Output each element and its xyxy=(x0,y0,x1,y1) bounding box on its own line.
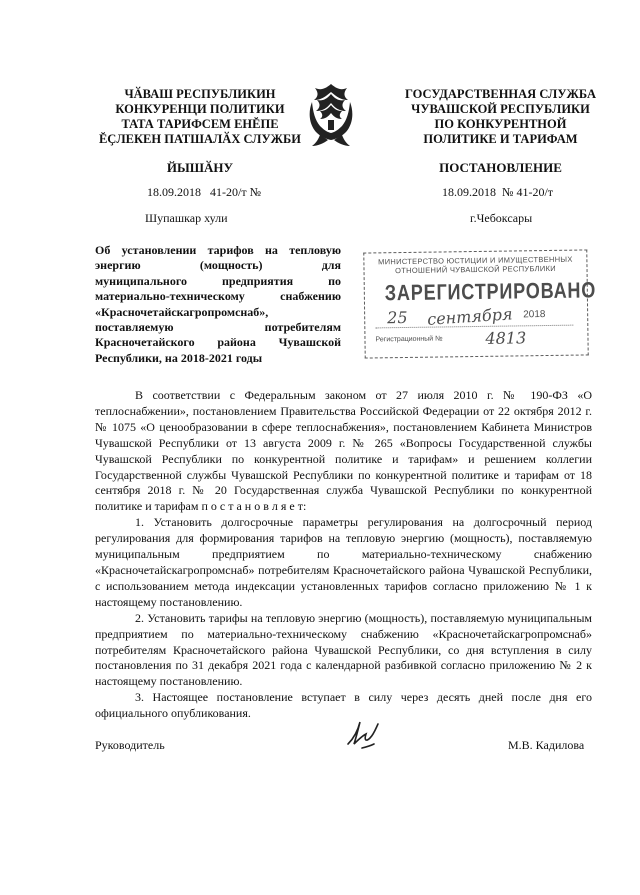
subject-line: «Красночетайскагропромснаб», xyxy=(95,304,269,319)
registration-stamp xyxy=(363,249,597,358)
stamp-reg-label: Регистрационный № xyxy=(375,335,443,344)
header-left-line: ĔҪЛЕКЕН ПАТШАЛӐХ СЛУЖБИ xyxy=(98,132,302,146)
stamp-reg-number: 4813 xyxy=(485,328,527,348)
header-right-line: ЧУВАШСКОЙ РЕСПУБЛИКИ xyxy=(411,102,590,116)
body-paragraph: 1. Установить долгосрочные параметры регулирования на долгосрочный период регулирования для формирования тарифов на тепловую энергию (мощность), поставляемую муниципальным предприятием по материально-техническому снабжению «Красночетайскагропромснаб» потребителям Красночетайского района Чувашской Республики, с использованием метода индексации установленных тарифов согласно приложению № 1 к настоящему постановлению. xyxy=(95,515,592,609)
doc-type-chuvash: ЙЫШӐНУ xyxy=(166,160,234,175)
document-subject xyxy=(95,243,341,366)
subject-line: Республики, на 2018-2021 годы xyxy=(95,350,263,365)
stamp-date-row xyxy=(375,305,573,329)
stamp-ministry-line: МИНИСТЕРСТВО ЮСТИЦИИ И ИМУЩЕСТВЕННЫХ xyxy=(378,254,573,267)
stamp-title: ЗАРЕГИСТРИРОВАНО xyxy=(384,277,597,306)
body-paragraph: 2. Установить тарифы на тепловую энергию (мощность), поставляемую муниципальным предприятием по материально-техническому снабжению «Красночетайскагропромснаб» потребителям Красночетайского района Чувашской Республики, со дня вступления в силу постановления по 31 декабря 2021 года с календарной разбивкой согласно приложению № 2 к настоящему постановлению. xyxy=(95,610,592,689)
subject-line: Об установлении тарифов на тепловую xyxy=(95,243,341,257)
header-right-line: ГОСУДАРСТВЕННАЯ СЛУЖБА xyxy=(404,87,597,101)
header-left-line: ЧӐВАШ РЕСПУБЛИКИН xyxy=(124,87,276,101)
number-left-value: 41-20/т № xyxy=(210,185,262,199)
header-left-line: КОНКУРЕНЦИ ПОЛИТИКИ xyxy=(115,102,285,116)
header-left xyxy=(95,87,305,147)
stamp-day: 25 xyxy=(387,307,408,328)
stamp-ministry-line: ОТНОШЕНИЙ ЧУВАШСКОЙ РЕСПУБЛИКИ xyxy=(395,263,556,276)
number-right-value: № 41-20/т xyxy=(502,185,554,199)
header-right-line: ПО КОНКУРЕНТНОЙ xyxy=(434,117,567,131)
doc-type-russian: ПОСТАНОВЛЕНИЕ xyxy=(439,160,562,175)
date-right xyxy=(442,185,553,200)
date-left-value: 18.09.2018 xyxy=(147,185,201,199)
subject-line: энергию (мощность) для xyxy=(95,258,341,273)
handwritten-signature-icon xyxy=(340,714,390,754)
stamp-month: сентября xyxy=(426,304,514,329)
chuvash-coat-of-arms-icon xyxy=(302,80,360,150)
header-right xyxy=(388,87,613,147)
date-left xyxy=(147,185,261,200)
subject-line: муниципального предприятия по xyxy=(95,273,341,288)
header-right-line: ПОЛИТИКЕ И ТАРИФАМ xyxy=(423,132,578,146)
subject-line: материально-техническому снабжению xyxy=(95,289,341,304)
stamp-reg-row xyxy=(375,325,587,348)
document-body xyxy=(95,388,592,722)
subject-line: Красночетайского района Чувашской xyxy=(95,335,341,350)
city-left: Шупашкар хули xyxy=(145,211,228,225)
city-right: г.Чебоксары xyxy=(470,211,533,225)
stamp-year: 2018 xyxy=(523,309,546,321)
header-left-line: ТАТА ТАРИФСЕМ ЕНĔПЕ xyxy=(121,117,279,131)
date-right-value: 18.09.2018 xyxy=(442,185,496,199)
signatory-name: М.В. Кадилова xyxy=(508,738,585,752)
body-paragraph: 3. Настоящее постановление вступает в силу через десять дней после дня его официального опубликования. xyxy=(95,690,592,721)
signatory-position: Руководитель xyxy=(95,738,165,752)
body-paragraph: В соответствии с Федеральным законом от 27 июля 2010 г. № 190-ФЗ «О теплоснабжении», постановлением Правительства Российской Федерации от 22 октября 2012 г. № 1075 «О ценообразовании в сфере теплоснабжения», постановлением Кабинета Министров Чувашской Республики от 13 августа 2009 г. № 265 «Вопросы Государственной службы Чувашской Республики по конкурентной политике и тарифам» и решением коллегии Государственной службы Чувашской Республики по конкурентной политике и тарифам от 18 сентября 2018 г. № 20 Государственная служба Чувашской Республики по конкурентной политике и тарифам п о с т а н о в л я е т: xyxy=(95,388,592,514)
subject-line: поставляемую потребителям xyxy=(95,320,341,335)
